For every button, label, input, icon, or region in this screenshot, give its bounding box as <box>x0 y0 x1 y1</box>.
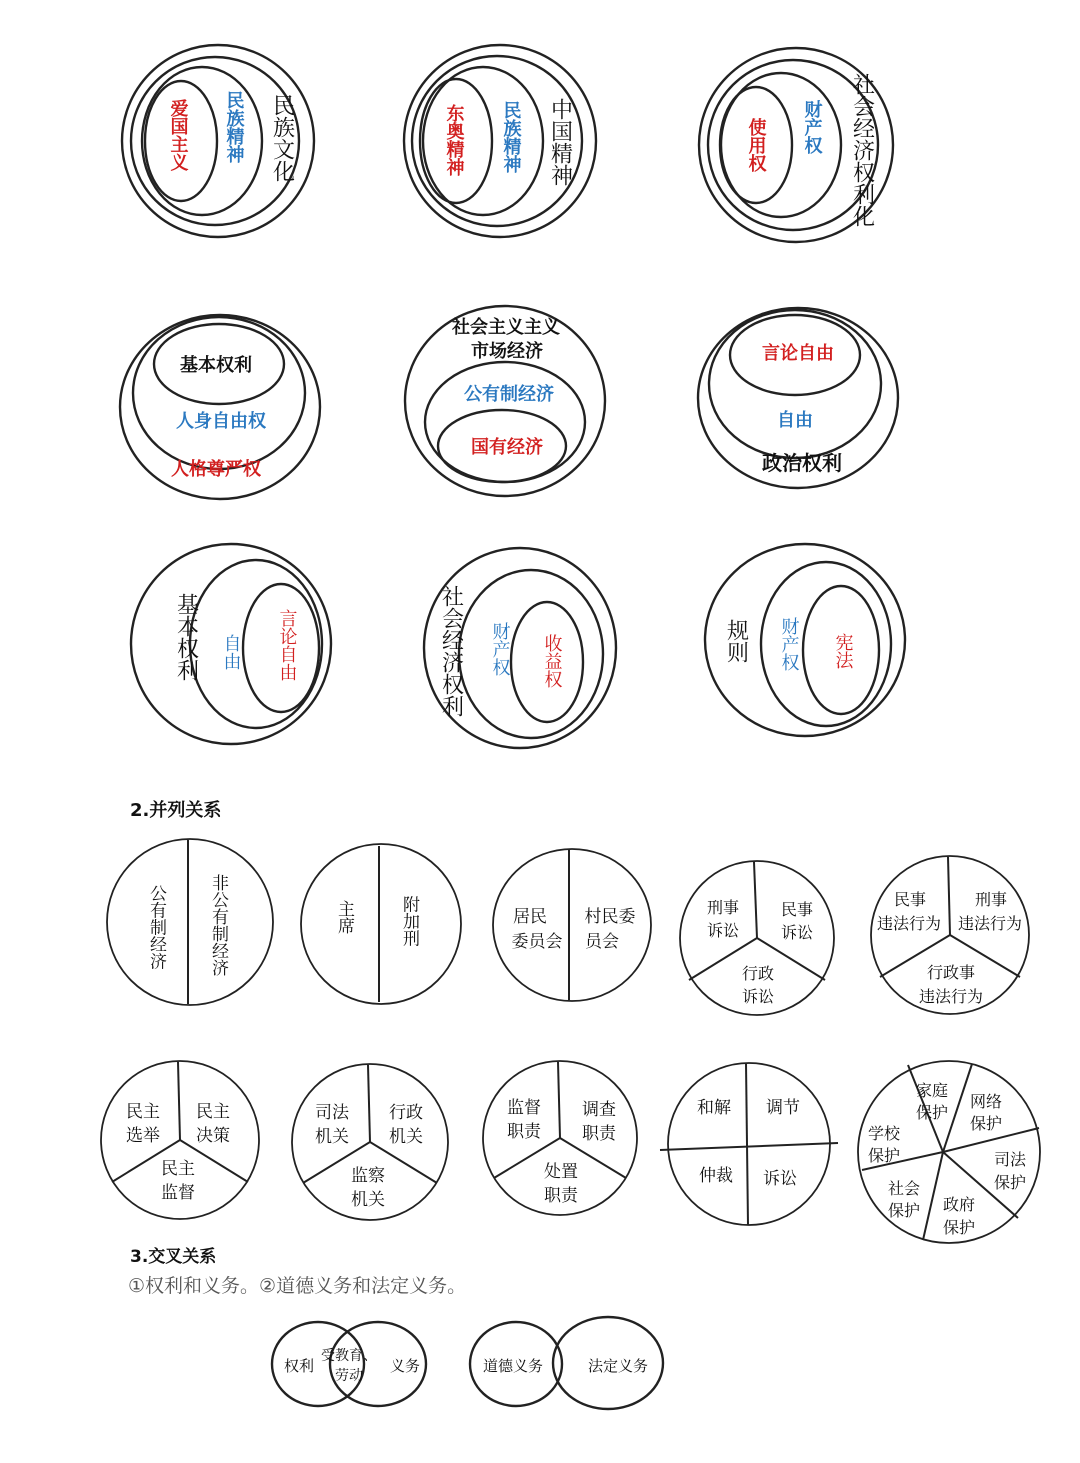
outer-label: 中国精神 <box>547 98 573 186</box>
part-label: 行政事 <box>926 963 976 982</box>
parallel-diagram-ownership <box>107 839 273 1005</box>
inclusion-diagram-freedom-of-speech <box>131 544 331 744</box>
part-label: 主席 <box>334 900 354 934</box>
part-label: 仲裁 <box>699 1166 733 1186</box>
inner-label: 东奥精神 <box>443 104 465 176</box>
part-label-line2: 委员会 <box>511 932 563 952</box>
parallel-diagram-committees <box>493 849 651 1001</box>
middle-label: 民族精神 <box>500 101 522 173</box>
parallel-diagram-dispute-resolution <box>660 1063 838 1225</box>
inner-label: 爱国主义 <box>167 99 189 171</box>
venn-left-label: 道德义务 <box>482 1357 544 1375</box>
inclusion-diagram-income-right <box>424 548 616 748</box>
part-label: 诉讼 <box>763 1169 797 1189</box>
part-label: 保护 <box>993 1173 1027 1192</box>
outer-label: 政治权利 <box>762 451 842 475</box>
parallel-diagram-democracy <box>101 1061 259 1219</box>
part-label: 和解 <box>697 1098 731 1118</box>
part-label: 民主 <box>196 1102 230 1122</box>
part-label: 机关 <box>315 1127 349 1147</box>
outer-label: 民族文化 <box>269 94 295 182</box>
part-label: 保护 <box>942 1218 976 1237</box>
part-label: 司法 <box>315 1103 349 1123</box>
part-label: 监察 <box>351 1166 385 1186</box>
part-label: 刑事 <box>706 898 740 917</box>
parallel-diagram-state-organs <box>292 1064 448 1220</box>
part-label: 学校 <box>867 1124 901 1143</box>
part-label: 民事 <box>893 890 927 909</box>
part-label: 行政 <box>389 1103 423 1123</box>
part-label: 职责 <box>544 1186 578 1206</box>
part-label: 公有制经济 <box>146 884 166 970</box>
part-label: 政府 <box>942 1195 976 1214</box>
top-label: 社会主义主义 <box>452 317 560 338</box>
venn-right-label: 义务 <box>389 1357 421 1375</box>
venn-left-label: 权利 <box>283 1357 315 1375</box>
outer-label: 社会经济权利 <box>438 585 464 717</box>
parallel-diagram-protections <box>858 1061 1040 1243</box>
part-label: 民主 <box>126 1102 160 1122</box>
part-label: 保护 <box>969 1114 1003 1133</box>
top-label: 基本权利 <box>180 355 252 376</box>
part-label: 监督 <box>161 1183 195 1203</box>
part-label: 违法行为 <box>876 914 942 933</box>
bottom-label: 人格尊严权 <box>171 459 261 480</box>
part-label: 职责 <box>507 1122 541 1142</box>
outer-label: 社会经济权利化 <box>849 73 875 227</box>
part-label: 附加刑 <box>399 895 419 947</box>
part-label: 违法行为 <box>918 987 984 1006</box>
part-label: 违法行为 <box>957 914 1023 933</box>
outer-label: 规则 <box>723 619 749 663</box>
middle-label: 财产权 <box>801 100 823 154</box>
part-label: 司法 <box>993 1150 1027 1169</box>
section-heading-parallel: 2.并列关系 <box>130 800 222 821</box>
venn-center-label: 劳动 <box>335 1368 363 1384</box>
part-label-line1: 居民 <box>513 907 547 927</box>
inner-label: 言论自由 <box>762 343 834 364</box>
section-subtitle: ①权利和义务。②道德义务和法定义务。 <box>128 1275 467 1297</box>
middle-label: 人身自由权 <box>176 411 266 432</box>
part-label: 保护 <box>887 1201 921 1220</box>
inclusion-diagram-ethnic-culture <box>122 45 314 237</box>
part-label: 家庭 <box>915 1081 949 1100</box>
part-label: 非公有制经济 <box>208 874 228 976</box>
part-label: 调查 <box>582 1100 616 1120</box>
part-label: 保护 <box>867 1146 901 1165</box>
part-label: 机关 <box>389 1127 423 1147</box>
outer-label: 基本权利 <box>173 593 199 681</box>
middle-label: 自由 <box>220 634 242 670</box>
inclusion-diagram-political-rights <box>698 308 898 488</box>
section-heading-intersection: 3.交叉关系 <box>130 1247 217 1267</box>
inclusion-diagram-market-economy <box>405 306 605 496</box>
inner-label: 收益权 <box>541 634 563 688</box>
middle-label: 自由 <box>777 410 813 431</box>
part-label: 职责 <box>582 1124 616 1144</box>
part-label: 保护 <box>915 1103 949 1122</box>
parallel-diagram-chair <box>301 844 461 1004</box>
part-label: 诉讼 <box>780 923 814 942</box>
middle-label: 公有制经济 <box>464 384 554 405</box>
part-label: 网络 <box>969 1092 1003 1111</box>
part-label: 处置 <box>544 1162 578 1182</box>
inner-label: 国有经济 <box>471 437 543 458</box>
part-label: 选举 <box>126 1126 160 1146</box>
part-label: 机关 <box>351 1190 385 1210</box>
part-label-line1: 村民委 <box>584 907 636 927</box>
middle-label: 财产权 <box>489 622 511 676</box>
parallel-diagram-illegal-acts <box>871 856 1029 1014</box>
venn-center-label: 受教育、 <box>321 1348 377 1364</box>
part-label: 刑事 <box>974 890 1008 909</box>
venn-rights-duties <box>272 1322 426 1406</box>
inclusion-diagram-economic-rights <box>699 48 893 242</box>
inner-label: 宪法 <box>832 633 854 669</box>
inclusion-diagram-china-spirit <box>404 45 596 237</box>
inclusion-diagram-constitution <box>705 544 905 736</box>
part-label: 行政 <box>741 964 775 983</box>
top-label-line2: 市场经济 <box>471 341 543 362</box>
part-label: 调节 <box>766 1098 800 1118</box>
venn-right-label: 法定义务 <box>587 1357 649 1375</box>
parallel-diagram-litigation <box>680 861 834 1015</box>
part-label: 民主 <box>161 1159 195 1179</box>
inner-label: 言论自由 <box>276 609 298 681</box>
part-label-line2: 员会 <box>585 932 619 952</box>
part-label: 诉讼 <box>741 987 775 1006</box>
part-label: 决策 <box>196 1126 230 1146</box>
middle-label: 财产权 <box>778 617 800 671</box>
inner-label: 使用权 <box>745 118 767 172</box>
venn-moral-legal-duties <box>470 1317 663 1409</box>
parallel-diagram-duties <box>483 1061 637 1215</box>
middle-label: 民族精神 <box>223 91 245 163</box>
part-label: 诉讼 <box>706 921 740 940</box>
part-label: 民事 <box>780 900 814 919</box>
part-label: 监督 <box>507 1098 541 1118</box>
inclusion-diagram-basic-rights <box>120 315 320 499</box>
part-label: 社会 <box>887 1179 921 1198</box>
